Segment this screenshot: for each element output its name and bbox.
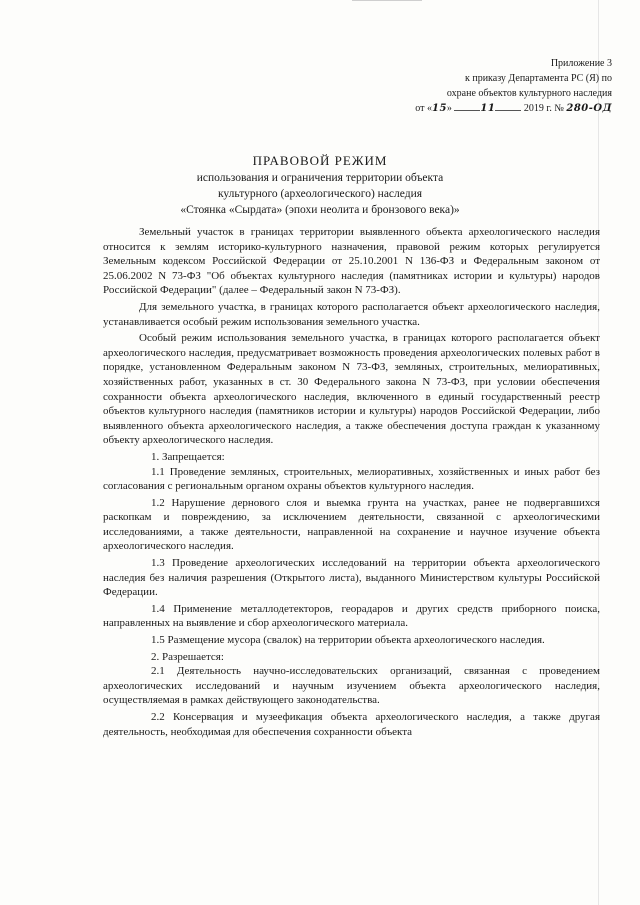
prohibited-item-1-1: 1.1 Проведение земляных, строительных, мелиоративных, хозяйственных и иных работ без согласования с региональным органом охраны объектов культурного наследия.: [103, 465, 600, 493]
prohibited-item-1-4: 1.4 Применение металлодетекторов, георадаров и других средств приборного поиска, направленных на выявление и сбор археологического материала.: [103, 602, 600, 630]
title-main: ПРАВОВОЙ РЕЖИМ: [252, 153, 388, 168]
scan-artifact: [352, 0, 422, 1]
appendix-header: [362, 56, 612, 116]
appendix-department: охране объектов культурного наследия: [446, 88, 612, 99]
title-line-3: культурного (археологического) наследия: [217, 188, 423, 200]
date-prefix: от «: [415, 103, 432, 114]
section-allowed-heading: 2. Разрешается:: [151, 650, 224, 663]
paragraph-land-plot: Земельный участок в границах территории выявленного объекта археологического наследия относится к землям историко-культурного назначения, правовой режим которых регулируется Земельным кодексом Российской Федерации от 25.10.2001 N 136-ФЗ и Федеральным законом от 25.06.2002 N 73-ФЗ "Об объектах культурного наследия (памятниках истории и культуры) народов Российской Федерации" (далее – Федеральный закон N 73-ФЗ).: [103, 226, 600, 297]
paragraph-special-regime: Для земельного участка, в границах которого располагается объект археологического наследия, устанавливается особый режим использования земельного участка.: [103, 300, 600, 328]
prohibited-item-1-3: 1.3 Проведение археологических исследований на территории объекта археологического наследия без наличия разрешения (Открытого листа), выданного Министерством культуры Российской Федерации.: [103, 557, 600, 599]
appendix-date-line: [362, 101, 612, 116]
order-number: 280-ОД: [566, 103, 612, 114]
prohibited-item-1-2: 1.2 Нарушение дернового слоя и выемка грунта на участках, ранее не подвергавшихся раскопкам и повреждению, за исключением деятельности, связанной с археологическими исследованиями, а также деятельности, направленной на сохранение и научное изучение объекта археологического наследия.: [103, 496, 600, 553]
section-prohibited-heading: 1. Запрещается:: [151, 450, 225, 463]
document-body: [103, 225, 600, 739]
allowed-item-2-1: 2.1 Деятельность научно-исследовательских организаций, связанная с проведением археологических исследований и научным изучением объекта археологического наследия, осуществляемая в рамках действующего законодательства.: [103, 665, 600, 707]
date-year-number-label: 2019 г. №: [523, 103, 564, 114]
date-mid: »: [446, 103, 452, 114]
document-title: [120, 152, 520, 218]
appendix-number: Приложение 3: [550, 58, 612, 69]
allowed-item-2-2: 2.2 Консервация и музеефикация объекта археологического наследия, а также другая деятельность, необходимая для обеспечения сохранности объекта: [103, 711, 600, 738]
title-line-2: использования и ограничения территории объекта: [196, 172, 444, 184]
appendix-order-ref: к приказу Департамента РС (Я) по: [464, 73, 612, 84]
date-day: 15: [432, 103, 447, 114]
prohibited-item-1-5: 1.5 Размещение мусора (свалок) на территории объекта археологического наследия.: [151, 634, 545, 647]
paragraph-regime-details: Особый режим использования земельного участка, в границах которого располагается объект археологического наследия, предусматривает возможность проведения археологических полевых работ в порядке, установленном Федеральным законом N 73-ФЗ, земляных, строительных, мелиоративных, хозяйственных работ, указанных в ст. 30 Федерального закона N 73-ФЗ, при условии обеспечения сохранности объекта археологического наследия, включенного в единый государственный реестр объектов культурного наследия (памятников истории и культуры) народов Российской Федерации, либо выявленного объекта археологического наследия, а также обеспечения доступа граждан к указанному объекту археологического наследия.: [103, 332, 600, 447]
date-month: 11: [480, 103, 496, 114]
title-line-4: «Стоянка «Сырдата» (эпохи неолита и бронзового века)»: [180, 204, 460, 216]
